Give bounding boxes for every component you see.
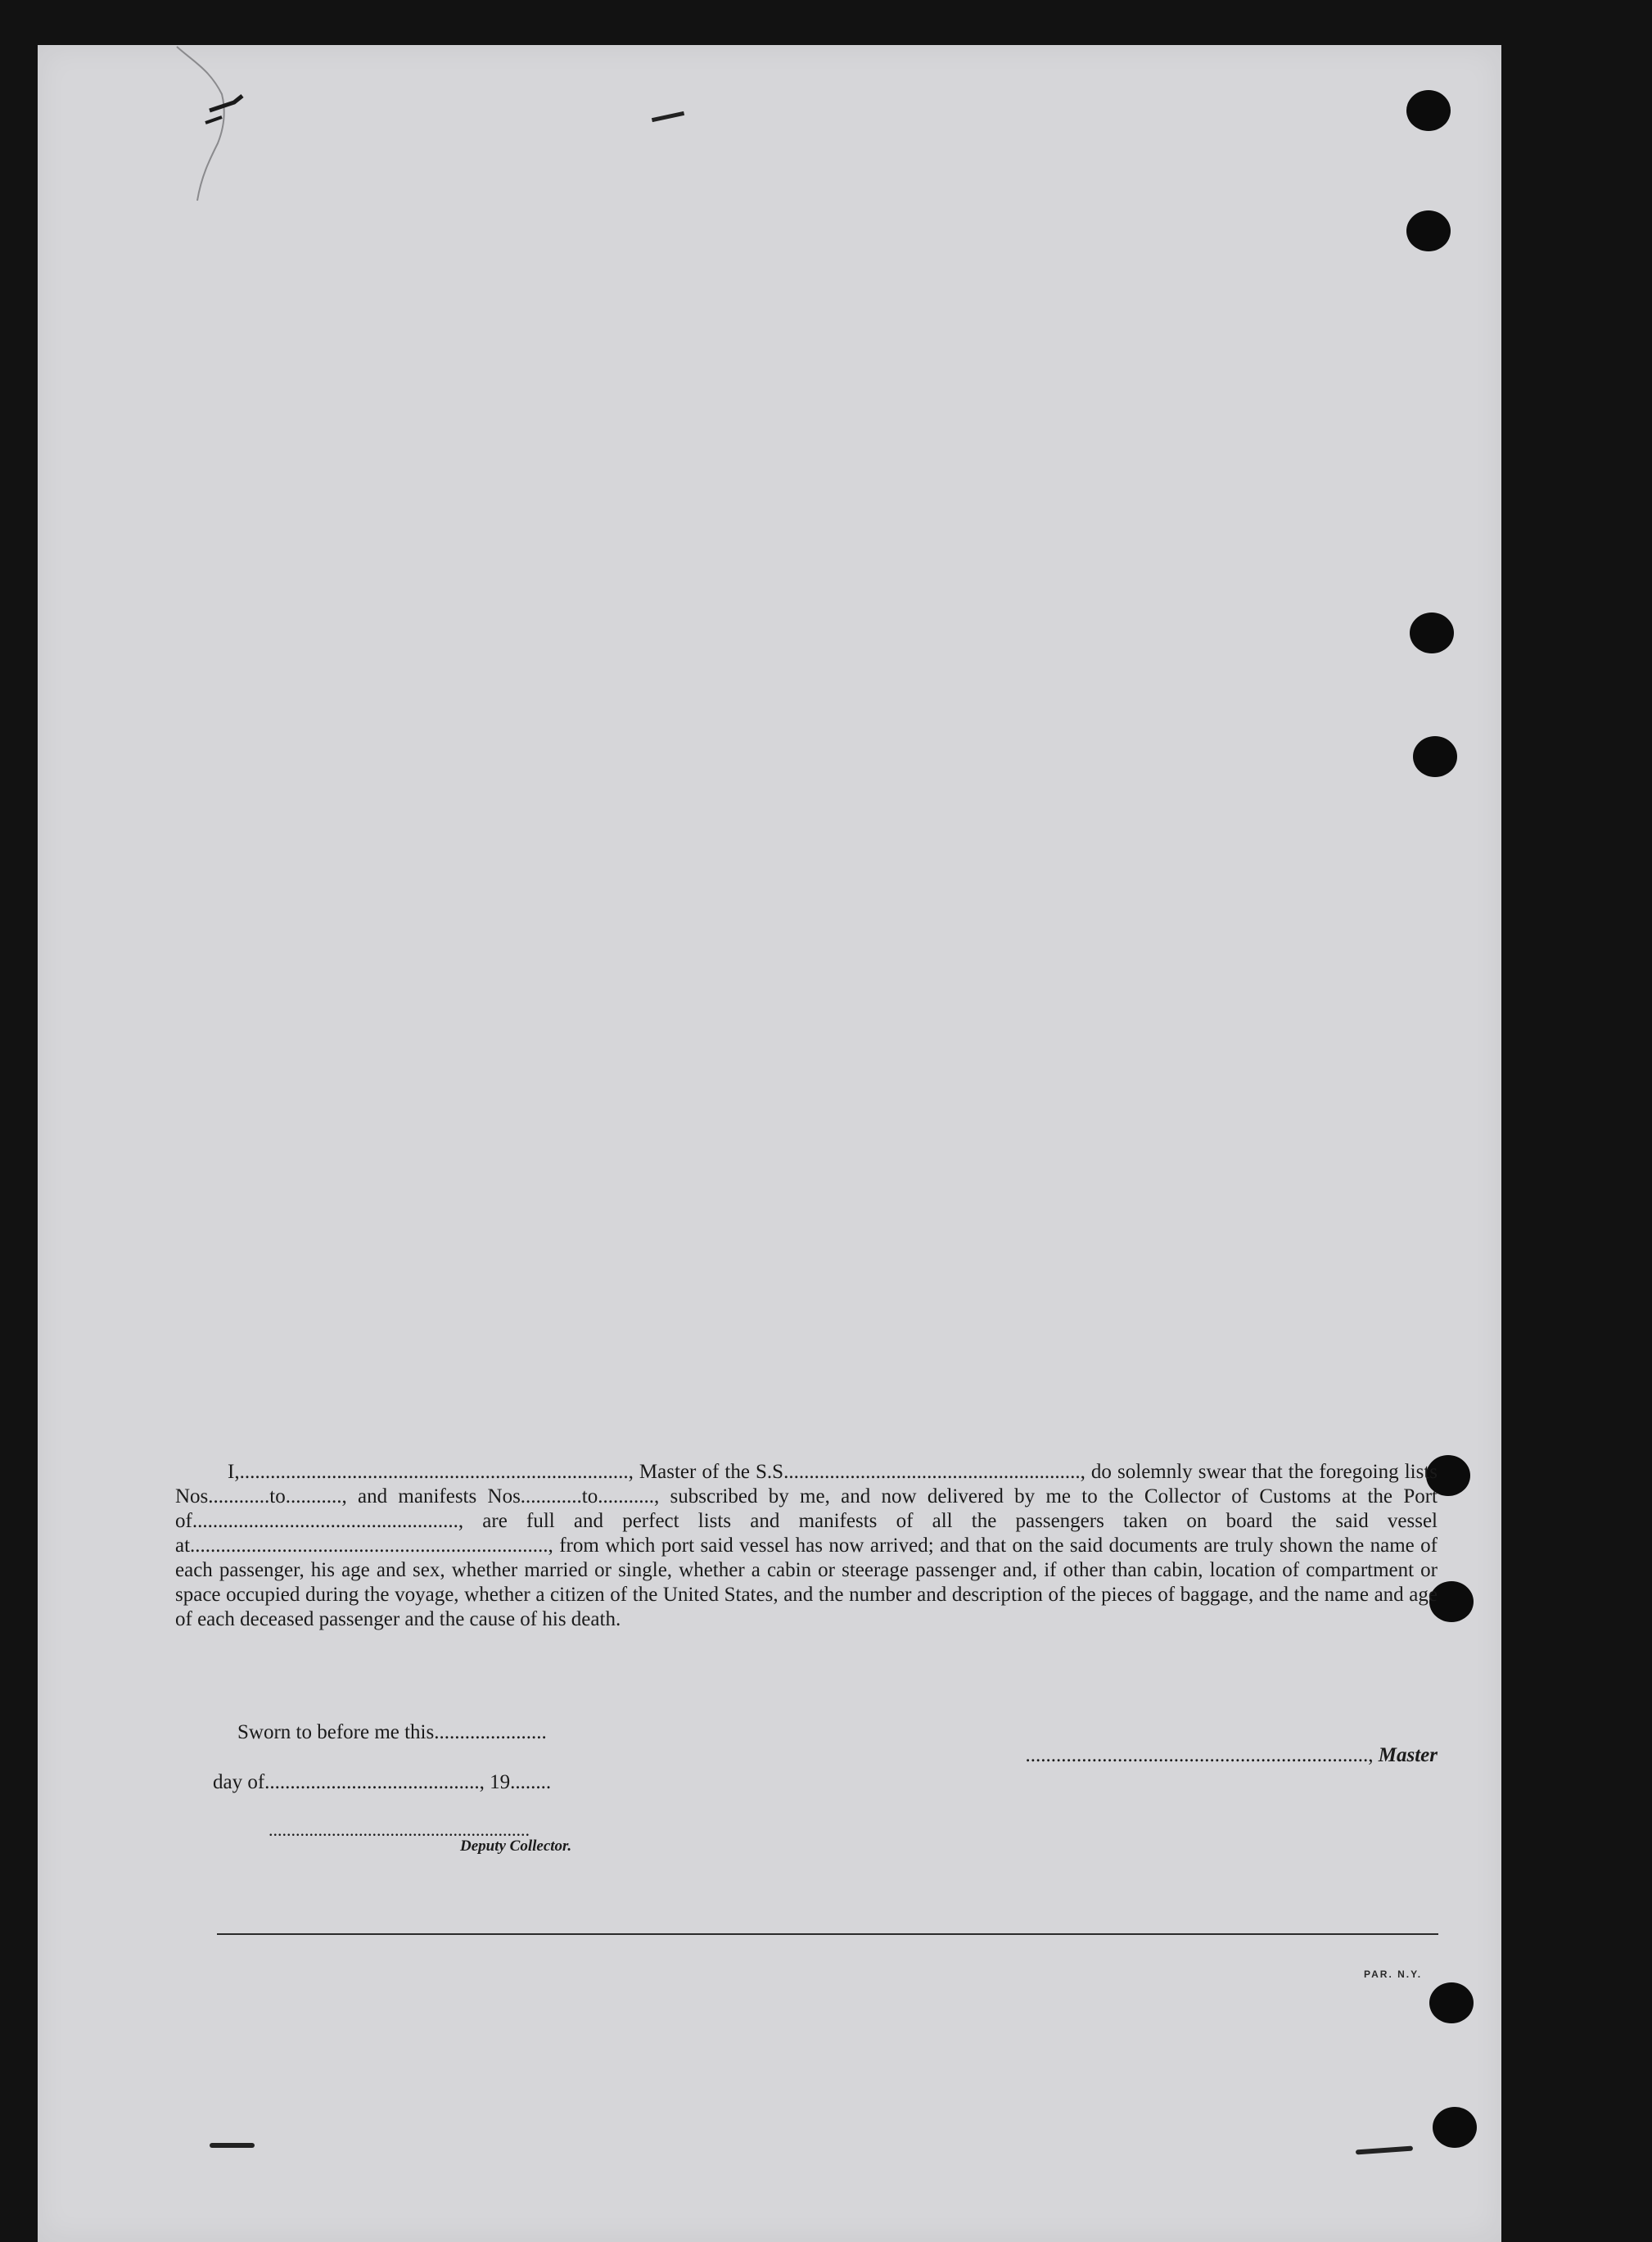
master-signature-line [941,1721,1438,1766]
deputy-collector-dots: .......................................................... [269,1819,530,1840]
punch-hole [1413,736,1457,777]
punch-hole [1433,2107,1477,2148]
sworn-line: Sworn to before me this...................... [237,1721,547,1743]
master-label: Master [1378,1744,1438,1766]
masters-oath-paragraph [175,1460,1438,1632]
punch-hole [1410,612,1454,653]
paper-crease-mark [160,45,291,242]
punch-hole [1429,1982,1474,2023]
deputy-collector-label: Deputy Collector. [460,1837,572,1855]
oath-text: I,............................................................................, Master of the S.S.........................................................., do solemnly swear that the foregoing lists Nos............to..........., and manifests Nos............to..........., subscribed by me, and now delivered by me to the Collector of Customs at the Port of...................................................., are full and perfect lists and manifests of all the passengers taken on board the said vessel at......................................................................, from which port said vessel has now arrived; and that on the said documents are truly shown the name of each passenger, his age and sex, whether married or single, whether a cabin or steerage passenger and, if other than cabin, location of compartment or space occupied during the voyage, whether a citizen of the United States, and the number and description of the pieces of baggage, and the name and age of each deceased passenger and the cause of his death. [175,1461,1438,1630]
master-dots: ..................................................................., [1025,1744,1379,1766]
ink-speck [1356,2146,1413,2155]
bottom-rule [217,1933,1438,1935]
day-line: day of.........................................., 19........ [213,1771,552,1793]
ink-speck [652,111,684,122]
manifest-page [38,45,1501,2242]
ink-speck [210,2143,255,2148]
punch-hole [1406,90,1451,131]
punch-hole [1406,210,1451,251]
printer-imprint: PAR. N.Y. [1364,1969,1423,1980]
